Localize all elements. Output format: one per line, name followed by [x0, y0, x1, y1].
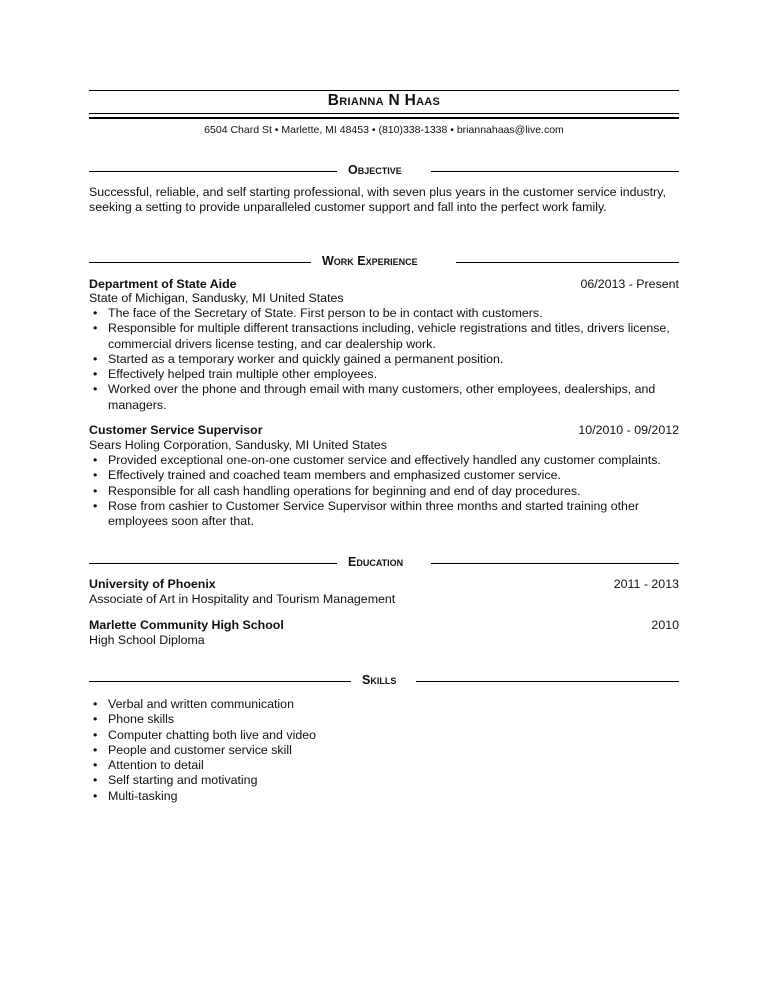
bullet-icon: • — [93, 367, 98, 382]
list-item: • Responsible for multiple different transactions including, vehicle registrations and titles, drivers license, commercial drivers license testing, and car dealership work. — [93, 321, 670, 351]
bullet-icon: • — [93, 788, 98, 803]
bullet-icon: • — [93, 742, 98, 757]
objective-heading — [89, 163, 679, 179]
bullet-icon: • — [93, 468, 98, 483]
job-employer: State of Michigan, Sandusky, MI United States — [89, 291, 344, 305]
list-item: • The face of the Secretary of State. First person to be in contact with customers. — [93, 306, 543, 320]
list-item: • Self starting and motivating — [93, 773, 258, 788]
school-degree: High School Diploma — [89, 633, 205, 647]
bullet-icon: • — [93, 453, 98, 467]
candidate-name: Brianna N Haas — [327, 92, 441, 109]
heading-rule-left — [89, 171, 337, 172]
school-name: University of Phoenix — [89, 577, 216, 591]
bullet-icon: • — [93, 321, 98, 336]
job-bullets — [89, 453, 679, 529]
header-rule-top — [89, 90, 679, 91]
section-title: Education — [348, 555, 404, 569]
bullet-icon: • — [93, 382, 98, 397]
job-employer: Sears Holing Corporation, Sandusky, MI United States — [89, 438, 387, 452]
bullet-icon: • — [93, 483, 98, 498]
skills-list — [89, 697, 679, 804]
bullet-icon: • — [93, 712, 98, 727]
section-title: Skills — [362, 673, 397, 687]
list-item: • People and customer service skill — [93, 742, 292, 757]
list-item: • Provided exceptional one-on-one customer service and effectively handled any customer complaints. — [93, 453, 661, 467]
bullet-icon: • — [93, 697, 98, 711]
bullet-icon: • — [93, 727, 98, 742]
bullet-icon: • — [93, 758, 98, 773]
heading-rule-right — [456, 262, 679, 263]
list-item: • Effectively helped train multiple other employees. — [93, 367, 378, 382]
school-dates: 2011 - 2013 — [613, 577, 679, 591]
section-title: Objective — [348, 163, 402, 177]
header-rule-bottom-thick — [89, 117, 679, 119]
skills-heading — [89, 673, 679, 689]
list-item: • Phone skills — [93, 712, 175, 727]
job-dates: 10/2010 - 09/2012 — [578, 423, 679, 437]
objective-text: Successful, reliable, and self starting professional, with seven plus years in the customer service industry, seeking a setting to provide unparalleled customer support and fall into the perfect work family. — [89, 185, 666, 215]
job-title: Customer Service Supervisor — [89, 423, 263, 437]
heading-rule-right — [431, 563, 679, 564]
list-item: • Started as a temporary worker and quickly gained a permanent position. — [93, 351, 504, 366]
header-rule-bottom — [89, 113, 679, 114]
heading-rule-left — [89, 681, 351, 682]
heading-rule-right — [416, 681, 679, 682]
list-item: • Worked over the phone and through email with many customers, other employees, dealerships, and managers. — [93, 382, 656, 412]
school-name: Marlette Community High School — [89, 618, 284, 632]
bullet-icon: • — [93, 498, 98, 513]
bullet-icon: • — [93, 351, 98, 366]
heading-rule-left — [89, 262, 311, 263]
list-item: • Attention to detail — [93, 758, 204, 773]
work-heading — [89, 254, 679, 270]
section-title: Work Experience — [322, 254, 418, 268]
contact-line: 6504 Chard St • Marlette, MI 48453 • (810)338-1338 • briannahaas@live.com — [204, 124, 564, 136]
heading-rule-right — [431, 171, 679, 172]
education-heading — [89, 555, 679, 571]
school-degree: Associate of Art in Hospitality and Tourism Management — [89, 592, 396, 606]
heading-rule-left — [89, 563, 337, 564]
job-title: Department of State Aide — [89, 277, 237, 291]
bullet-icon: • — [93, 306, 98, 320]
job-bullets — [89, 306, 679, 413]
school-dates: 2010 — [651, 618, 679, 632]
list-item: • Computer chatting both live and video — [93, 727, 317, 742]
job-dates: 06/2013 - Present — [580, 277, 679, 291]
list-item: • Verbal and written communication — [93, 697, 294, 711]
bullet-icon: • — [93, 773, 98, 788]
list-item: • Effectively trained and coached team members and emphasized customer service. — [93, 468, 561, 483]
list-item: • Rose from cashier to Customer Service Supervisor within three months and started training other employees soon after that. — [93, 498, 639, 529]
list-item: • Multi-tasking — [93, 788, 178, 803]
list-item: • Responsible for all cash handling operations for beginning and end of day procedures. — [93, 483, 581, 498]
